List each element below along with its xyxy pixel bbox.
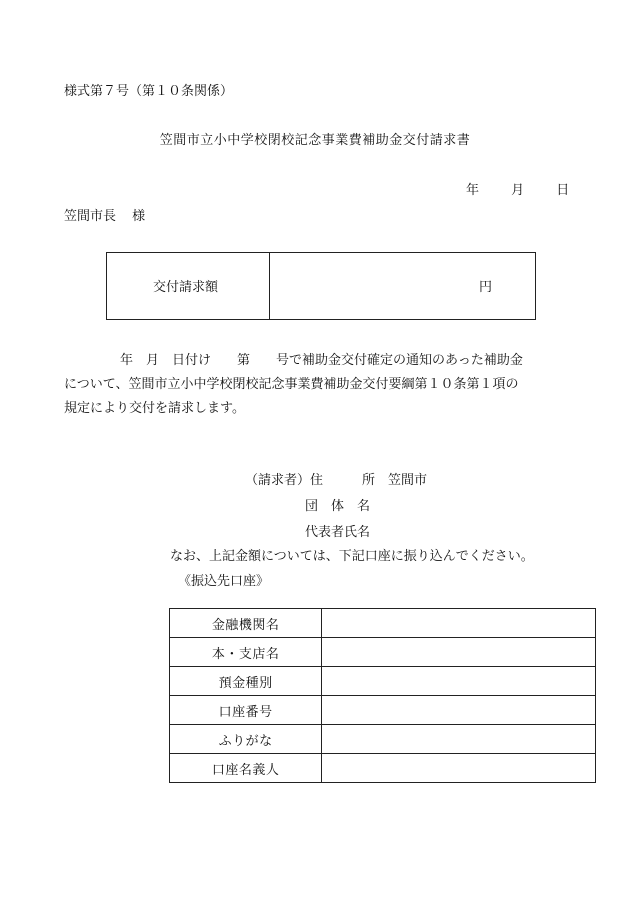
transfer-note: なお、上記金額については、下記口座に振り込んでください。 [170, 549, 534, 564]
table-row [170, 754, 596, 783]
request-paragraph [64, 349, 584, 421]
applicant-representative[interactable]: 代表者氏名 [305, 525, 371, 540]
account-number-label: 口座番号 [170, 696, 322, 725]
table-row [170, 609, 596, 638]
account-number-field[interactable] [322, 696, 596, 725]
addressee: 笠間市長 様 [64, 209, 146, 224]
applicant-address[interactable]: （請求者）住 所 笠間市 [245, 473, 428, 488]
table-row [170, 725, 596, 754]
bank-name-field[interactable] [322, 609, 596, 638]
table-row [170, 667, 596, 696]
paragraph-line-3: 規定により交付を請求します。 [64, 401, 245, 416]
branch-name-label: 本・支店名 [170, 638, 322, 667]
account-holder-label: 口座名義人 [170, 754, 322, 783]
paragraph-line-2: について、笠間市立小中学校閉校記念事業費補助金交付要綱第１０条第１項の [64, 377, 519, 392]
amount-divider [269, 253, 270, 319]
amount-label: 交付請求額 [153, 280, 219, 295]
table-row [170, 696, 596, 725]
table-row [170, 638, 596, 667]
document-title: 笠間市立小中学校閉校記念事業費補助金交付請求書 [159, 133, 471, 148]
deposit-type-field[interactable] [322, 667, 596, 696]
applicant-group-name[interactable]: 団 体 名 [305, 499, 371, 514]
account-heading: 《振込先口座》 [178, 574, 270, 589]
furigana-field[interactable] [322, 725, 596, 754]
furigana-label: ふりがな [170, 725, 322, 754]
amount-unit: 円 [479, 280, 493, 295]
account-holder-field[interactable] [322, 754, 596, 783]
branch-name-field[interactable] [322, 638, 596, 667]
bank-name-label: 金融機関名 [170, 609, 322, 638]
deposit-type-label: 預金種別 [170, 667, 322, 696]
amount-box [106, 252, 536, 320]
paragraph-line-1: 年 月 日付け 第 号で補助金交付確定の通知のあった補助金 [120, 353, 523, 368]
date-line[interactable]: 年 月 日 [466, 183, 570, 198]
bank-account-table [169, 608, 596, 783]
form-number: 様式第７号（第１０条関係） [64, 84, 234, 99]
